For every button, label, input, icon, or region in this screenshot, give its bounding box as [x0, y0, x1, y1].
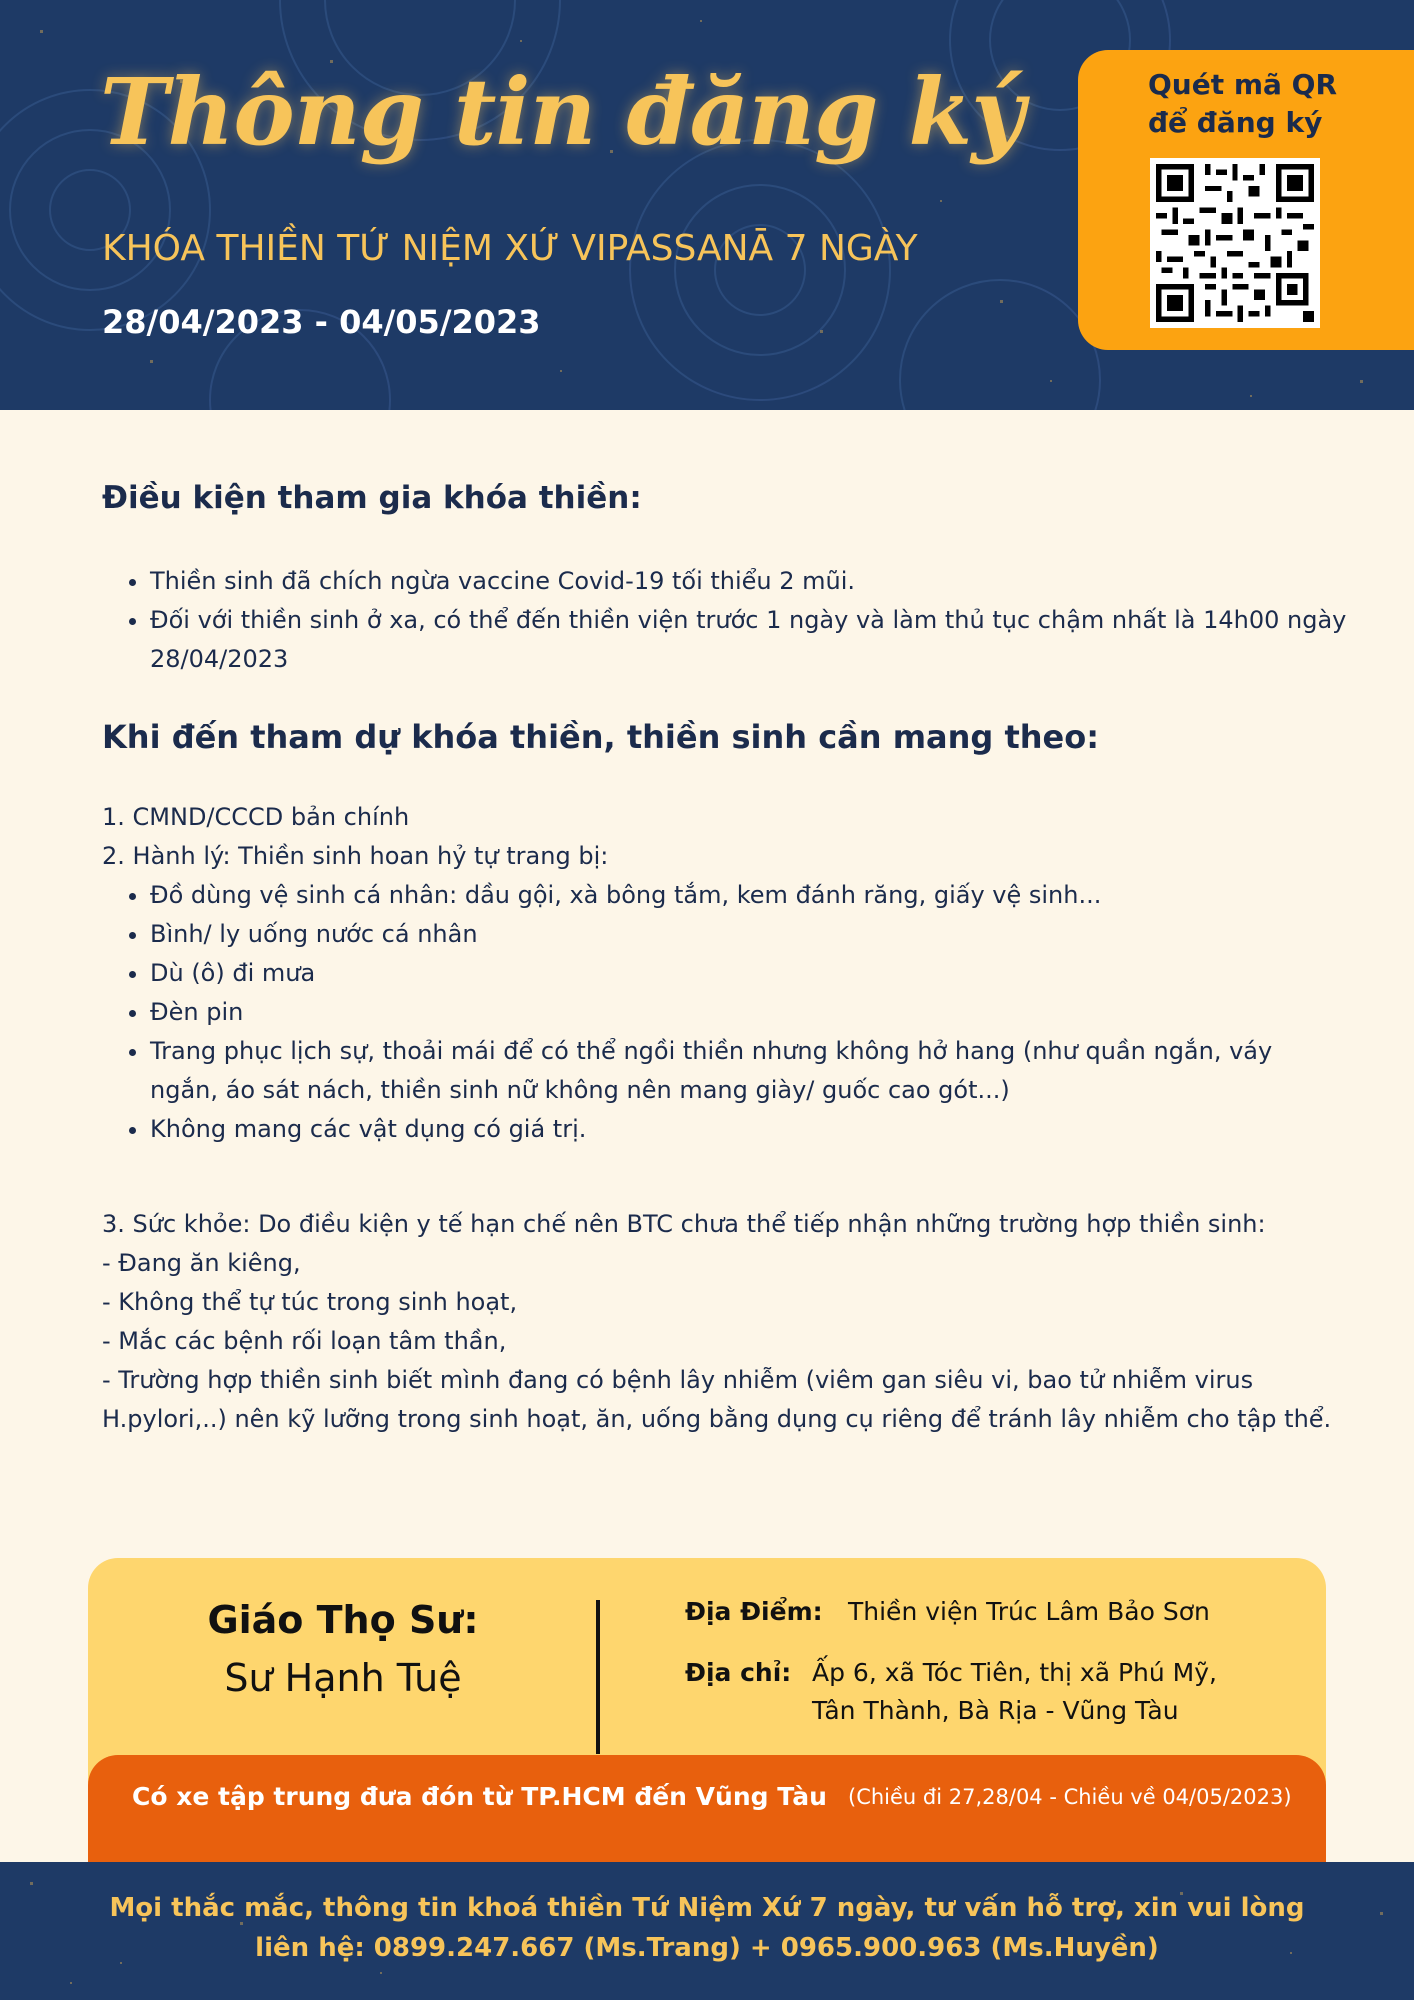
list-item: • Dù (ô) đi mưa: [150, 954, 1342, 993]
address-line-1: Ấp 6, xã Tóc Tiên, thị xã Phú Mỹ,: [812, 1658, 1217, 1687]
footer: [0, 1862, 1414, 2000]
shuttle-schedule: (Chiều đi 27,28/04 - Chiều về 04/05/2023): [848, 1785, 1292, 1809]
qr-caption-line1: Quét mã QR: [1148, 68, 1338, 101]
qr-panel: [1078, 50, 1414, 350]
bring-line-2: 2. Hành lý: Thiền sinh hoan hỷ tự trang bị:: [102, 842, 609, 870]
list-item: • Thiền sinh đã chích ngừa vaccine Covid-19 tối thiểu 2 mũi.: [150, 562, 1390, 601]
luggage-list: [102, 876, 1342, 1149]
health-section: [102, 1205, 1342, 1439]
teacher-label: Giáo Thọ Sư:: [207, 1598, 479, 1642]
shuttle-banner: [88, 1755, 1326, 1863]
address-label: Địa chỉ:: [685, 1658, 792, 1687]
place-label: Địa Điểm:: [685, 1597, 823, 1626]
list-item: • Đèn pin: [150, 993, 1342, 1032]
page-title: Thông tin đăng ký: [100, 58, 1024, 166]
conditions-list: [102, 562, 1390, 679]
list-item: • Đối với thiền sinh ở xa, có thể đến thiền viện trước 1 ngày và làm thủ tục chậm nhất là 14h00 ngày 28/04/2023: [150, 601, 1390, 679]
list-item: • Bình/ ly uống nước cá nhân: [150, 915, 1342, 954]
qr-code[interactable]: [1150, 158, 1320, 328]
teacher-name: Sư Hạnh Tuệ: [224, 1656, 462, 1700]
contact-line-2[interactable]: liên hệ: 0899.247.667 (Ms.Trang) + 0965.900.963 (Ms.Huyền): [255, 1933, 1159, 1963]
course-subtitle: KHÓA THIỀN TỨ NIỆM XỨ VIPASSANĀ 7 NGÀY: [102, 228, 918, 269]
list-item: • Đồ dùng vệ sinh cá nhân: dầu gội, xà bông tắm, kem đánh răng, giấy vệ sinh...: [150, 876, 1342, 915]
list-item: • Trang phục lịch sự, thoải mái để có thể ngồi thiền nhưng không hở hang (như quần ngắn, váy ngắn, áo sát nách, thiền sinh nữ không nên mang giày/ guốc cao gót...): [150, 1032, 1342, 1110]
address-line-2: Tân Thành, Bà Rịa - Vũng Tàu: [812, 1696, 1179, 1725]
list-item: • Không mang các vật dụng có giá trị.: [150, 1110, 1342, 1149]
health-line: - Mắc các bệnh rối loạn tâm thần,: [102, 1327, 507, 1355]
bring-line-1: 1. CMND/CCCD bản chính: [102, 803, 410, 831]
place-value: Thiền viện Trúc Lâm Bảo Sơn: [848, 1597, 1210, 1626]
qr-code-icon: [1156, 164, 1314, 322]
contact-info: [0, 1888, 1414, 1968]
conditions-heading: Điều kiện tham gia khóa thiền:: [102, 480, 642, 516]
qr-caption-line2: để đăng ký: [1148, 106, 1323, 139]
header-banner: [0, 0, 1414, 410]
contact-line-1: Mọi thắc mắc, thông tin khoá thiền Tứ Niệm Xứ 7 ngày, tư vấn hỗ trợ, xin vui lòng: [109, 1893, 1305, 1923]
health-line: - Đang ăn kiêng,: [102, 1249, 301, 1277]
health-line: - Trường hợp thiền sinh biết mình đang có bệnh lây nhiễm (viêm gan siêu vi, bao tử nhiễm virus H.pylori,..) nên kỹ lưỡng trong sinh hoạt, ăn, uống bằng dụng cụ riêng để tránh lây nhiễm cho tập thể.: [102, 1366, 1332, 1433]
health-intro: 3. Sức khỏe: Do điều kiện y tế hạn chế nên BTC chưa thể tiếp nhận những trường hợp thiền sinh:: [102, 1210, 1266, 1238]
health-line: - Không thể tự túc trong sinh hoạt,: [102, 1288, 518, 1316]
bring-section: [102, 798, 1342, 1149]
bring-heading: Khi đến tham dự khóa thiền, thiền sinh cần mang theo:: [102, 718, 1100, 756]
card-divider: [596, 1600, 600, 1754]
course-dates: 28/04/2023 - 04/05/2023: [102, 303, 541, 341]
shuttle-text: Có xe tập trung đưa đón từ TP.HCM đến Vũng Tàu: [132, 1782, 827, 1811]
qr-caption: [1148, 66, 1388, 142]
